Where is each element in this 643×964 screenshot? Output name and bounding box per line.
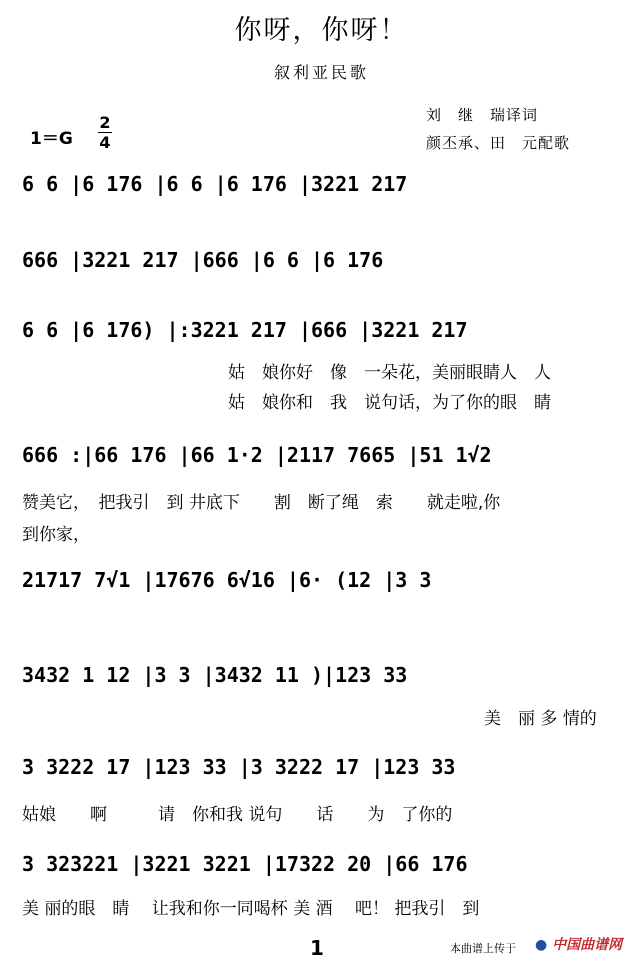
notation-system-1: 6 6 |6 176 |6 6 |6 176 |3221 217 — [22, 172, 408, 196]
notation-system-6: 3432 1 12 |3 3 |3432 11 )|123 33 — [22, 663, 408, 687]
lyric-line: 赞美它， 把我引 到 井底下 割 断了绳 索 就走啦,你 — [22, 493, 501, 513]
notation-system-8: 3 323221 |3221 3221 |17322 20 |66 176 — [22, 852, 468, 876]
lyric-line: 到你家， — [22, 525, 90, 545]
site-logo: ● 中国曲谱网 — [535, 937, 623, 953]
notation-system-2: 666 |3221 217 |666 |6 6 |6 176 — [22, 248, 384, 272]
logo-text: 中国曲谱网 — [552, 937, 623, 953]
page-number: 1 — [310, 936, 324, 960]
source-text: 本曲谱上传于 — [450, 942, 516, 955]
notation-system-5: 21717 7√1 |17676 6√16 |6· (12 |3 3 — [22, 568, 432, 592]
lyricist-credit: 刘 继 瑞译词 — [426, 106, 539, 124]
song-subtitle: 叙利亚民歌 — [273, 63, 369, 82]
lyric-line: 姑 娘你好 像 一朵花，美丽眼睛人 人 — [228, 363, 551, 383]
notation-system-3: 6 6 |6 176) |:3221 217 |666 |3221 217 — [22, 318, 468, 342]
lyric-line: 姑 娘你和 我 说句话，为了你的眼 睛 — [228, 393, 551, 413]
notation-system-4: 666 :|66 176 |66 1·2 |2117 7665 |51 1√2 — [22, 443, 492, 467]
time-bottom: 4 — [99, 133, 111, 152]
time-top: 2 — [99, 113, 111, 132]
lyric-line: 美 丽 多 情的 — [484, 709, 597, 729]
song-title: 你呀，你呀！ — [234, 15, 409, 46]
notation-system-7: 3 3222 17 |123 33 |3 3222 17 |123 33 — [22, 755, 456, 779]
arranger-credit: 颜丕承、田 元配歌 — [426, 134, 571, 152]
lyric-line: 姑娘 啊 请 你和我 说句 话 为 了你的 — [22, 805, 453, 825]
time-signature — [98, 114, 112, 151]
key-signature: 1＝G — [30, 129, 73, 149]
lyric-line: 美 丽的眼 睛 让我和你一同喝杯 美 酒 吧！ 把我引 到 — [22, 899, 480, 919]
